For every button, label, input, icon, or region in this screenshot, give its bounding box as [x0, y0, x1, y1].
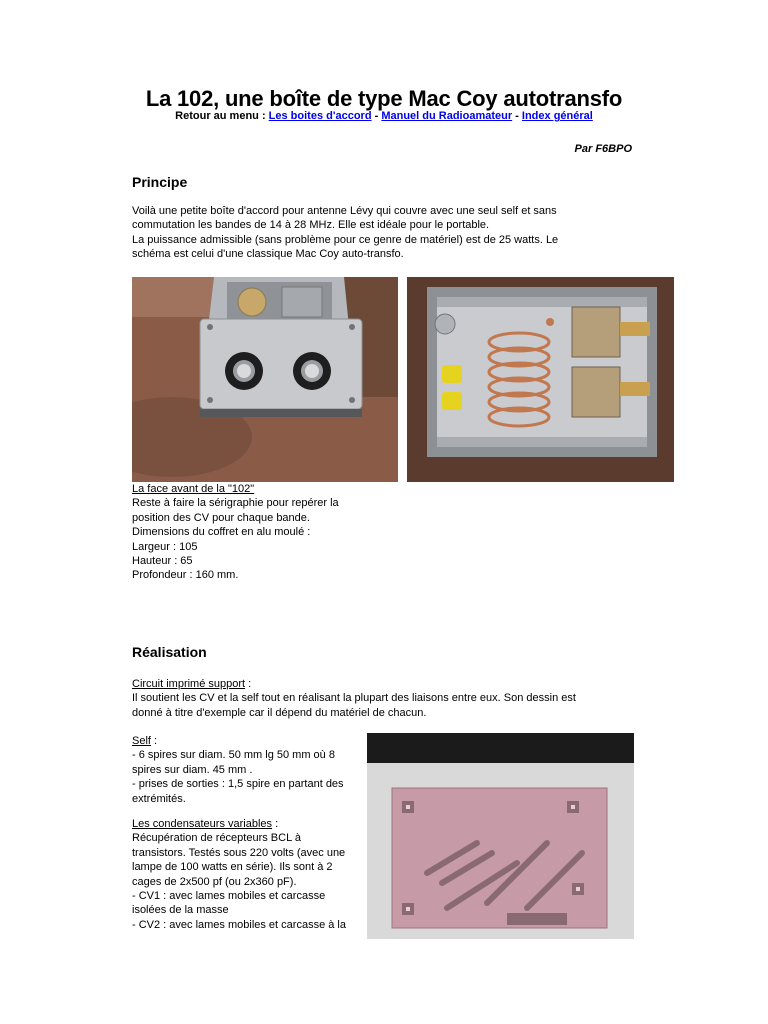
section-heading-principe: Principe: [132, 174, 188, 190]
circuit-line: Il soutient les CV et la self tout en réalisant la plupart des liaisons entre eux. Son dessin est: [132, 692, 576, 705]
nav-separator: -: [512, 110, 522, 122]
link-index-general[interactable]: Index général: [521, 110, 593, 122]
self-line: spires sur diam. 45 mm .: [132, 763, 253, 776]
principe-paragraph: [132, 204, 558, 262]
photo-inside-view: [407, 277, 674, 482]
caption-line: Dimensions du coffret en alu moulé :: [132, 526, 311, 539]
self-line: - 6 spires sur diam. 50 mm lg 50 mm où 8: [132, 749, 335, 762]
caption-line: Hauteur : 65: [132, 555, 193, 568]
circuit-paragraph: [132, 677, 576, 720]
page-title: La 102, une boîte de type Mac Coy autotransfo: [145, 86, 623, 111]
link-manuel-radioamateur[interactable]: Manuel du Radioamateur: [381, 110, 513, 122]
condensateurs-paragraph: [132, 817, 364, 932]
cond-colon: :: [272, 818, 279, 830]
cond-line: isolées de la masse: [132, 904, 229, 917]
breadcrumb-nav: [0, 110, 768, 122]
self-colon: :: [150, 735, 158, 747]
caption-line: position des CV pour chaque bande.: [132, 511, 310, 524]
circuit-colon: :: [245, 678, 252, 690]
photo-caption: [132, 482, 339, 583]
author-byline: Par F6BPO: [574, 143, 632, 155]
self-paragraph: [132, 734, 364, 806]
circuit-line: donné à titre d'exemple car il dépend du matériel de chacun.: [132, 706, 427, 719]
cond-line: transistors. Testés sous 220 volts (avec une: [132, 846, 346, 859]
cond-line: - CV2 : avec lames mobiles et carcasse à la: [132, 918, 346, 931]
caption-line: Reste à faire la sérigraphie pour repérer la: [132, 497, 339, 510]
caption-line: Largeur : 105: [132, 540, 198, 553]
cond-line: - CV1 : avec lames mobiles et carcasse: [132, 890, 326, 903]
principe-line: schéma est celui d'une classique Mac Coy auto-transfo.: [132, 248, 404, 261]
principe-line: commutation les bandes de 14 à 28 MHz. Elle est idéale pour le portable.: [132, 219, 490, 232]
nav-prefix: Retour au menu :: [175, 110, 269, 122]
cond-line: cages de 2x500 pf (ou 2x360 pF).: [132, 875, 297, 888]
caption-line: Profondeur : 160 mm.: [132, 569, 239, 582]
nav-separator: -: [371, 110, 382, 122]
caption-title: La face avant de la "102": [132, 483, 255, 495]
photo-pcb: [367, 733, 634, 939]
principe-line: La puissance admissible (sans problème pour ce genre de matériel) est de 25 watts. Le: [132, 233, 559, 246]
self-line: extrémités.: [132, 792, 186, 805]
photo-front-panel: [132, 277, 398, 482]
self-title: Self: [132, 735, 151, 747]
link-boites-accord[interactable]: Les boites d'accord: [268, 110, 372, 122]
self-line: - prises de sorties : 1,5 spire en partant des: [132, 778, 344, 791]
circuit-title: Circuit imprimé support: [132, 678, 246, 690]
cond-line: Récupération de récepteurs BCL à: [132, 832, 301, 845]
section-heading-realisation: Réalisation: [132, 644, 207, 660]
cond-line: lampe de 100 watts en série). Ils sont à 2: [132, 861, 333, 874]
cond-title: Les condensateurs variables: [132, 818, 273, 830]
principe-line: Voilà une petite boîte d'accord pour antenne Lévy qui couvre avec une seul self et sans: [132, 205, 557, 217]
